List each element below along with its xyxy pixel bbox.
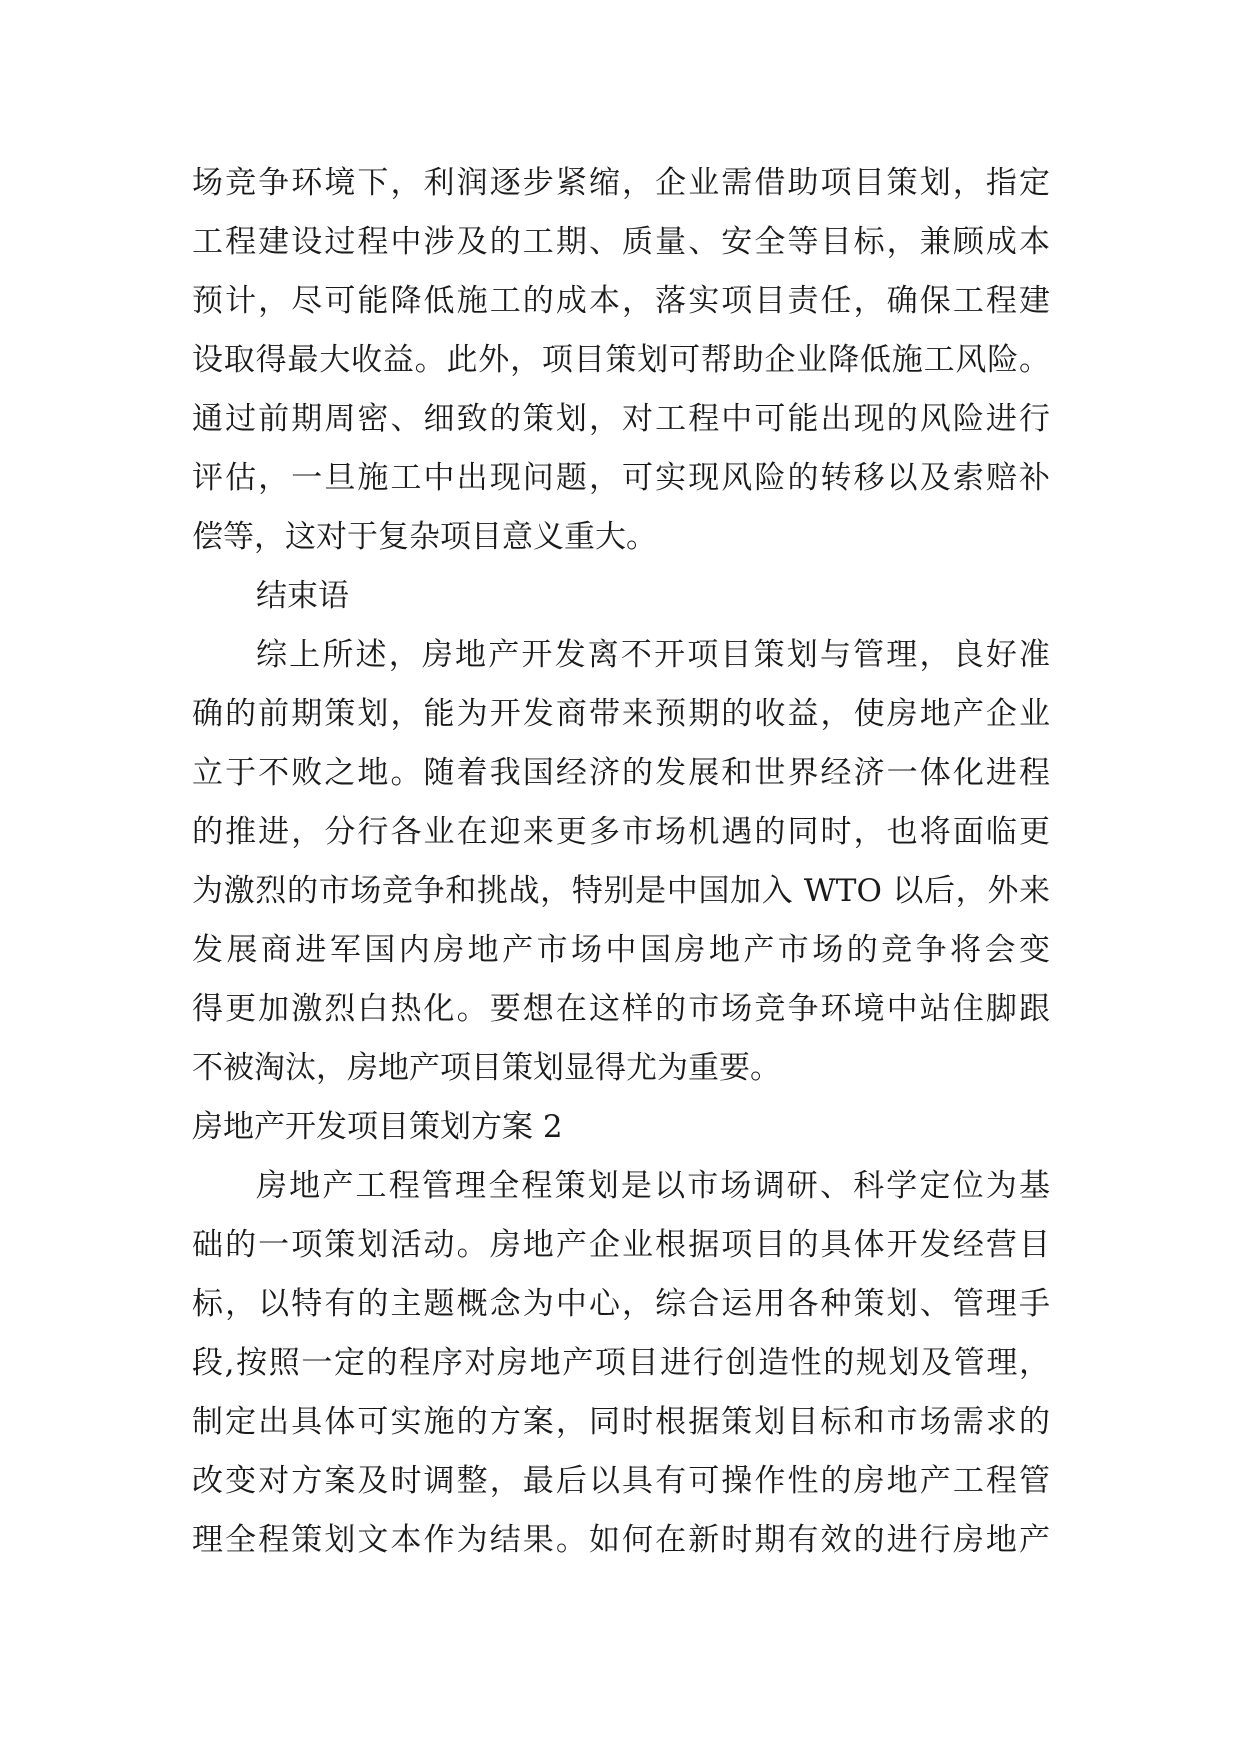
text-line: 理全程策划文本作为结果。如何在新时期有效的进行房地产 — [192, 1522, 1050, 1558]
paragraph-intro — [192, 1157, 1050, 1570]
text-line: 偿等，这对于复杂项目意义重大。 — [192, 519, 657, 555]
paragraph-continuation — [192, 154, 1050, 567]
text-line: 场竞争环境下，利润逐步紧缩，企业需借助项目策划，指定 — [192, 165, 1050, 201]
text-line: 段,按照一定的程序对房地产项目进行创造性的规划及管理， — [192, 1345, 1050, 1381]
section-title: 房地产开发项目策划方案 2 — [192, 1109, 563, 1145]
text-line: 制定出具体可实施的方案，同时根据策划目标和市场需求的 — [192, 1404, 1050, 1440]
text-line: 础的一项策划活动。房地产企业根据项目的具体开发经营目 — [192, 1227, 1050, 1263]
text-line: 立于不败之地。随着我国经济的发展和世界经济一体化进程 — [192, 755, 1050, 791]
text-line: 的推进，分行各业在迎来更多市场机遇的同时，也将面临更 — [192, 814, 1050, 850]
text-line: 得更加激烈白热化。要想在这样的市场竞争环境中站住脚跟 — [192, 991, 1050, 1027]
text-line: 综上所述，房地产开发离不开项目策划与管理，良好准 — [256, 637, 1050, 673]
text-line: 改变对方案及时调整，最后以具有可操作性的房地产工程管 — [192, 1463, 1050, 1499]
text-line: 发展商进军国内房地产市场中国房地产市场的竞争将会变 — [192, 932, 1050, 968]
text-line: 为激烈的市场竞争和挑战，特别是中国加入 WTO 以后，外来 — [192, 873, 1050, 909]
text-line: 设取得最大收益。此外，项目策划可帮助企业降低施工风险。 — [192, 342, 1050, 378]
text-line: 通过前期周密、细致的策划，对工程中可能出现的风险进行 — [192, 401, 1050, 437]
document-page — [192, 154, 1050, 1570]
text-line: 房地产工程管理全程策划是以市场调研、科学定位为基 — [256, 1168, 1050, 1204]
conclusion-heading: 结束语 — [256, 578, 349, 614]
text-line: 预计，尽可能降低施工的成本，落实项目责任，确保工程建 — [192, 283, 1050, 319]
text-line: 工程建设过程中涉及的工期、质量、安全等目标，兼顾成本 — [192, 224, 1050, 260]
text-line: 不被淘汰，房地产项目策划显得尤为重要。 — [192, 1050, 781, 1086]
paragraph-conclusion — [192, 626, 1050, 1098]
text-line: 评估，一旦施工中出现问题，可实现风险的转移以及索赔补 — [192, 460, 1050, 496]
text-line: 标，以特有的主题概念为中心，综合运用各种策划、管理手 — [192, 1286, 1050, 1322]
text-line: 确的前期策划，能为开发商带来预期的收益，使房地产企业 — [192, 696, 1050, 732]
